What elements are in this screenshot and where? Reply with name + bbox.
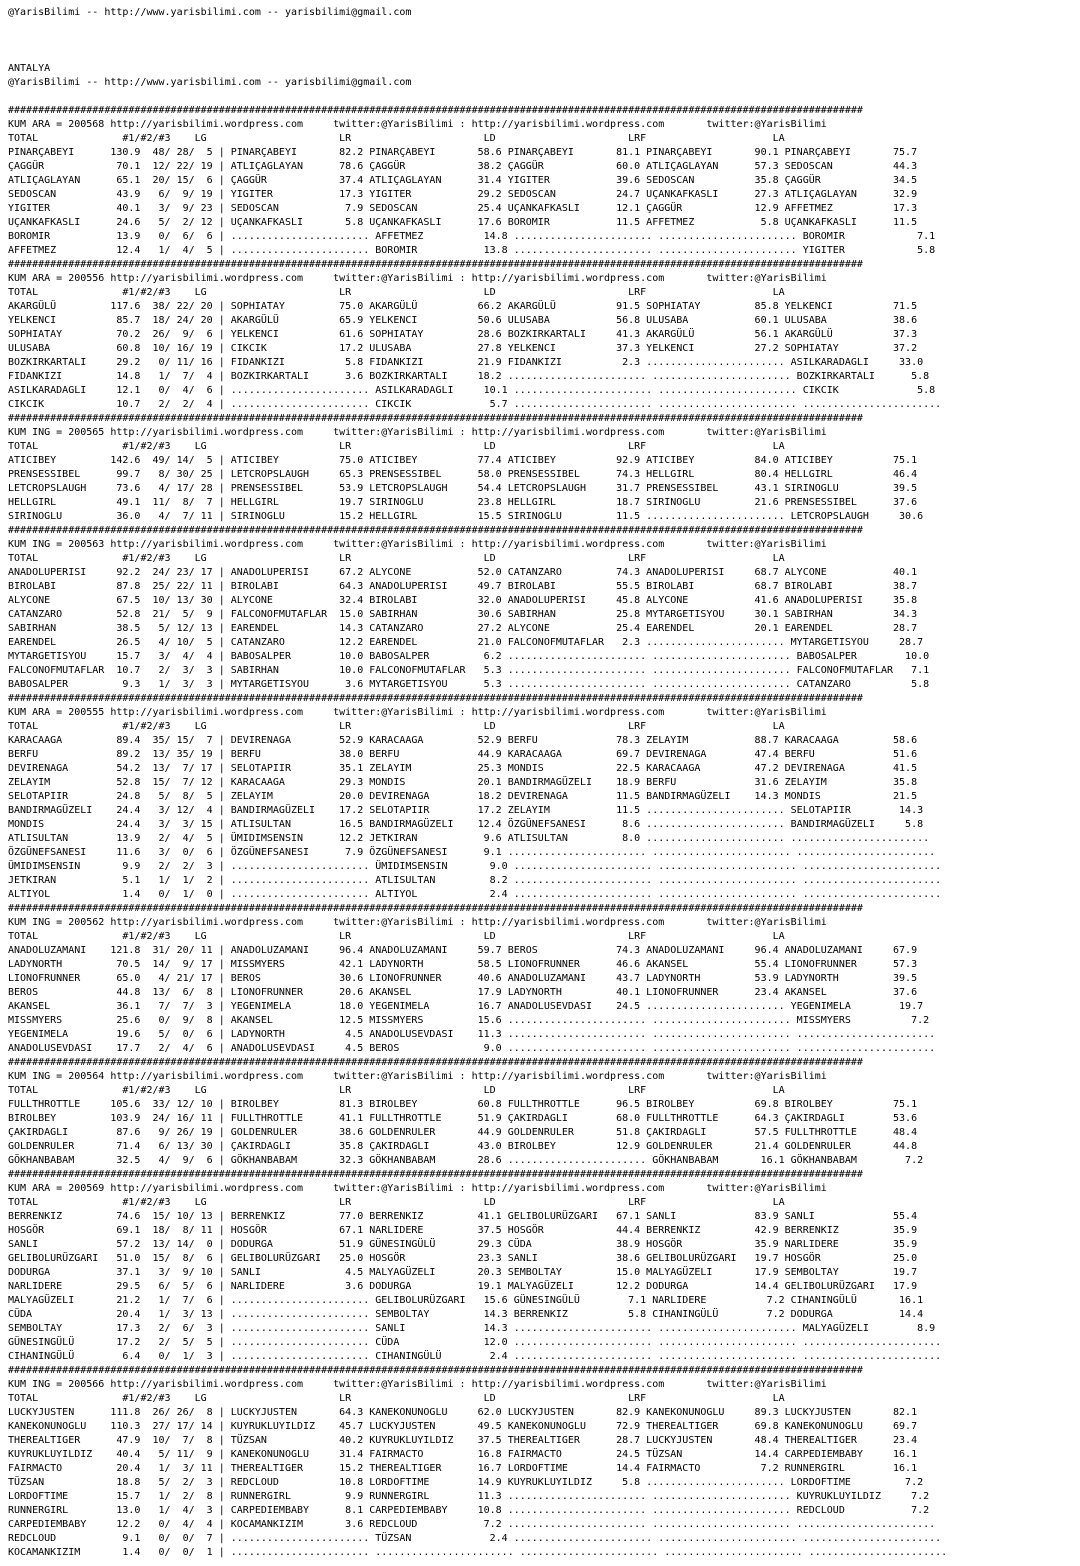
table-row: ASILKARADAGLI 12.1 0/ 4/ 6 | ....................... ASILKARADAGLI 10.1 ....................... ....................... CIKCIK 5.8 [8,385,936,396]
table-row: CIKCIK 10.7 2/ 2/ 4 | ....................... CIKCIK 5.7 ....................... ....................... ....................... [8,399,942,410]
table-row: SOPHIATAY 70.2 26/ 9/ 6 | YELKENCI 61.6 SOPHIATAY 28.6 BOZKIRKARTALI 41.3 AKARGÜLÜ 56.1 AKARGÜLÜ 37.3 [8,329,918,340]
table-row: CÜDA 20.4 1/ 3/ 13 | ....................... SEMBOLTAY 14.3 BERRENKIZ 5.8 CIHANINGÜLÜ 7.2 DODURGA 14.4 [8,1309,924,1320]
table-row: SELOTAPIIR 24.8 5/ 8/ 5 | ZELAYIM 20.0 DEVIRENAGA 18.2 DEVIRENAGA 11.5 BANDIRMAGÜZELI 14.3 MONDIS 21.5 [8,791,918,802]
table-row: KARACAAGA 89.4 35/ 15/ 7 | DEVIRENAGA 52.9 KARACAAGA 52.9 BERFU 78.3 ZELAYIM 88.7 KARACAAGA 58.6 [8,735,918,746]
table-row: SIRINOGLU 36.0 4/ 7/ 11 | SIRINOGLU 15.2 HELLGIRL 15.5 SIRINOGLU 11.5 ....................... LETCROPSLAUGH 30.6 [8,511,924,522]
separator-line: ############################################################################################################################################## [8,525,863,536]
race-block [8,902,1080,1056]
table-row: BERRENKIZ 74.6 15/ 10/ 13 | BERRENKIZ 77.0 BERRENKIZ 41.1 GELIBOLURÜZGARI 67.1 SANLI 83.9 SANLI 55.4 [8,1211,918,1222]
table-row: AKARGÜLÜ 117.6 38/ 22/ 20 | SOPHIATAY 75.0 AKARGÜLÜ 66.2 AKARGÜLÜ 91.5 SOPHIATAY 85.8 YELKENCI 71.5 [8,301,918,312]
table-row: PRENSESSIBEL 99.7 8/ 30/ 25 | LETCROPSLAUGH 65.3 PRENSESSIBEL 58.0 PRENSESSIBEL 74.3 HELLGIRL 80.4 HELLGIRL 46.4 [8,469,918,480]
table-row: REDCLOUD 9.1 0/ 0/ 7 | ....................... TÜZSAN 2.4 ....................... ....................... ....................... [8,1533,942,1544]
race-block [8,1168,1080,1364]
race-title: KUM ING = 200562 http://yarisbilimi.wordpress.com twitter:@YarisBilimi : http://yarisbilimi.wordpress.com twitter:@YarisBilimi [8,917,827,928]
table-row: ALTIYOL 1.4 0/ 1/ 0 | ....................... ALTIYOL 2.4 ....................... ....................... ....................... [8,889,942,900]
table-row: BERFU 89.2 13/ 35/ 19 | BERFU 38.0 BERFU 44.9 KARACAAGA 69.7 DEVIRENAGA 47.4 BERFU 51.6 [8,749,918,760]
separator-line: ############################################################################################################################################## [8,1057,863,1068]
column-headers: TOTAL #1/#2/#3 LG LR LD LRF LA [8,1085,785,1096]
column-headers: TOTAL #1/#2/#3 LG LR LD LRF LA [8,441,785,452]
table-row: BIROLABI 87.8 25/ 22/ 11 | BIROLABI 64.3 ANADOLUPERISI 49.7 BIROLABI 55.5 BIROLABI 68.7 BIROLABI 38.7 [8,581,918,592]
blank-line [8,90,1080,104]
document [8,6,1080,1560]
table-row: FAIRMACTO 20.4 1/ 3/ 11 | THEREALTIGER 15.2 THEREALTIGER 16.7 LORDOFTIME 14.4 FAIRMACTO 7.2 RUNNERGIRL 16.1 [8,1463,918,1474]
table-row: ULUSABA 60.8 10/ 16/ 19 | CIKCIK 17.2 ULUSABA 27.8 YELKENCI 37.3 YELKENCI 27.2 SOPHIATAY 37.2 [8,343,918,354]
table-row: YELKENCI 85.7 18/ 24/ 20 | AKARGÜLÜ 65.9 YELKENCI 50.6 ULUSABA 56.8 ULUSABA 60.1 ULUSABA 38.6 [8,315,918,326]
separator-line: ############################################################################################################################################## [8,1365,863,1376]
table-row: ALYCONE 67.5 10/ 13/ 30 | ALYCONE 32.4 BIROLABI 32.0 ANADOLUPERISI 45.8 ALYCONE 41.6 ANADOLUPERISI 35.8 [8,595,918,606]
table-row: CARPEDIEMBABY 12.2 0/ 4/ 4 | KOCAMANKIZIM 3.6 REDCLOUD 7.2 ....................... ....................... ....................... [8,1519,936,1530]
table-row: SABIRHAN 38.5 5/ 12/ 13 | EARENDEL 14.3 CATANZARO 27.2 ALYCONE 25.4 EARENDEL 20.1 EARENDEL 28.7 [8,623,918,634]
table-row: GOLDENRULER 71.4 6/ 13/ 30 | ÇAKIRDAGLI 35.8 ÇAKIRDAGLI 43.0 BIROLBEY 12.9 GOLDENRULER 21.4 GOLDENRULER 44.8 [8,1141,918,1152]
table-row: MISSMYERS 25.6 0/ 9/ 8 | AKANSEL 12.5 MISSMYERS 15.6 ....................... ....................... MISSMYERS 7.2 [8,1015,930,1026]
table-row: ÜMIDIMSENSIN 9.9 2/ 2/ 3 | ....................... ÜMIDIMSENSIN 9.0 ....................... ....................... ....................... [8,861,942,872]
table-row: JETKIRAN 5.1 1/ 1/ 2 | ....................... ATLISULTAN 8.2 ....................... ....................... ....................... [8,875,942,886]
race-title: KUM ING = 200563 http://yarisbilimi.wordpress.com twitter:@YarisBilimi : http://yarisbilimi.wordpress.com twitter:@YarisBilimi [8,539,827,550]
table-row: KUYRUKLUYILDIZ 40.4 5/ 11/ 9 | KANEKONUNOGLU 31.4 FAIRMACTO 16.8 FAIRMACTO 24.5 TÜZSAN 14.4 CARPEDIEMBABY 16.1 [8,1449,918,1460]
table-row: SANLI 57.2 13/ 14/ 0 | DODURGA 51.9 GÜNESINGÜLÜ 29.3 CÜDA 38.9 HOSGÖR 35.9 NARLIDERE 35.9 [8,1239,918,1250]
table-row: ATLIÇAGLAYAN 65.1 20/ 15/ 6 | ÇAGGÜR 37.4 ATLIÇAGLAYAN 31.4 YIGITER 39.6 SEDOSCAN 35.8 ÇAGGÜR 34.5 [8,175,918,186]
table-row: GÖKHANBABAM 32.5 4/ 9/ 6 | GÖKHANBABAM 32.3 GÖKHANBABAM 28.6 ....................... GÖKHANBABAM 16.1 GÖKHANBABAM 7.2 [8,1155,924,1166]
blank-line [8,34,1080,48]
table-row: GÜNESINGÜLÜ 17.2 2/ 5/ 5 | ....................... CÜDA 12.0 ....................... ....................... ....................... [8,1337,942,1348]
race-block [8,524,1080,692]
blank-line [8,48,1080,62]
table-row: KANEKONUNOGLU 110.3 27/ 17/ 14 | KUYRUKLUYILDIZ 45.7 LUCKYJUSTEN 49.5 KANEKONUNOGLU 72.9 THEREALTIGER 69.8 KANEKONUNOGLU 69.7 [8,1421,918,1432]
race-block [8,412,1080,524]
table-row: YIGITER 40.1 3/ 9/ 23 | SEDOSCAN 7.9 SEDOSCAN 25.4 UÇANKAFKASLI 12.1 ÇAGGÜR 12.9 AFFETMEZ 17.3 [8,203,918,214]
table-row: DEVIRENAGA 54.2 13/ 7/ 17 | SELOTAPIIR 35.1 ZELAYIM 25.3 MONDIS 22.5 KARACAAGA 47.2 DEVIRENAGA 41.5 [8,763,918,774]
table-row: ÇAGGÜR 70.1 12/ 22/ 19 | ATLIÇAGLAYAN 78.6 ÇAGGÜR 38.2 ÇAGGÜR 60.0 ATLIÇAGLAYAN 57.3 SEDOSCAN 44.3 [8,161,918,172]
separator-line: ############################################################################################################################################## [8,105,863,116]
column-headers: TOTAL #1/#2/#3 LG LR LD LRF LA [8,133,785,144]
table-row: ZELAYIM 52.8 15/ 7/ 12 | KARACAAGA 29.3 MONDIS 20.1 BANDIRMAGÜZELI 18.9 BERFU 31.6 ZELAYIM 35.8 [8,777,918,788]
table-row: YEGENIMELA 19.6 5/ 0/ 6 | LADYNORTH 4.5 ANADOLUSEVDASI 11.3 ....................... ....................... ....................... [8,1029,936,1040]
table-row: ANADOLUPERISI 92.2 24/ 23/ 17 | ANADOLUPERISI 67.2 ALYCONE 52.0 CATANZARO 74.3 ANADOLUPERISI 68.7 ALYCONE 40.1 [8,567,918,578]
separator-line: ############################################################################################################################################## [8,259,863,270]
race-title: KUM ING = 200565 http://yarisbilimi.wordpress.com twitter:@YarisBilimi : http://yarisbilimi.wordpress.com twitter:@YarisBilimi [8,427,827,438]
table-row: MYTARGETISYOU 15.7 3/ 4/ 4 | BABOSALPER 10.0 BABOSALPER 6.2 ....................... ....................... BABOSALPER 10.0 [8,651,930,662]
table-row: BABOSALPER 9.3 1/ 3/ 3 | MYTARGETISYOU 3.6 MYTARGETISYOU 5.3 ....................... ....................... CATANZARO 5.8 [8,679,930,690]
table-row: RUNNERGIRL 13.0 1/ 4/ 3 | CARPEDIEMBABY 8.1 CARPEDIEMBABY 10.8 ....................... ....................... REDCLOUD 7.2 [8,1505,930,1516]
table-row: BOZKIRKARTALI 29.2 0/ 11/ 16 | FIDANKIZI 5.8 FIDANKIZI 21.9 FIDANKIZI 2.3 ....................... ASILKARADAGLI 33.0 [8,357,924,368]
column-headers: TOTAL #1/#2/#3 LG LR LD LRF LA [8,931,785,942]
race-block [8,692,1080,902]
column-headers: TOTAL #1/#2/#3 LG LR LD LRF LA [8,553,785,564]
table-row: BANDIRMAGÜZELI 24.4 3/ 12/ 4 | BANDIRMAGÜZELI 17.2 SELOTAPIIR 17.2 ZELAYIM 11.5 ....................... SELOTAPIIR 14.3 [8,805,924,816]
race-blocks [8,104,1080,1560]
table-row: LADYNORTH 70.5 14/ 9/ 17 | MISSMYERS 42.1 LADYNORTH 58.5 LIONOFRUNNER 46.6 AKANSEL 55.4 LIONOFRUNNER 57.3 [8,959,918,970]
table-row: TÜZSAN 18.8 5/ 2/ 3 | REDCLOUD 10.8 LORDOFTIME 14.9 KUYRUKLUYILDIZ 5.8 ....................... LORDOFTIME 7.2 [8,1477,924,1488]
header-line: @YarisBilimi -- http://www.yarisbilimi.com -- yarisbilimi@gmail.com [8,7,412,18]
table-row: HELLGIRL 49.1 11/ 8/ 7 | HELLGIRL 19.7 SIRINOGLU 23.8 HELLGIRL 18.7 SIRINOGLU 21.6 PRENSESSIBEL 37.6 [8,497,918,508]
column-headers: TOTAL #1/#2/#3 LG LR LD LRF LA [8,721,785,732]
table-row: DODURGA 37.1 3/ 9/ 10 | SANLI 4.5 MALYAGÜZELI 20.3 SEMBOLTAY 15.0 MALYAGÜZELI 17.9 SEMBOLTAY 19.7 [8,1267,918,1278]
race-title: KUM ARA = 200556 http://yarisbilimi.wordpress.com twitter:@YarisBilimi : http://yarisbilimi.wordpress.com twitter:@YarisBilimi [8,273,827,284]
race-block [8,258,1080,412]
table-row: KOCAMANKIZIM 1.4 0/ 0/ 1 | ....................... ....................... ....................... ....................... ....................... [8,1547,948,1558]
table-row: LIONOFRUNNER 65.0 4/ 21/ 17 | BEROS 30.6 LIONOFRUNNER 40.6 ANADOLUZAMANI 43.7 LADYNORTH 53.9 LADYNORTH 39.5 [8,973,918,984]
table-row: LETCROPSLAUGH 73.6 4/ 17/ 28 | PRENSESSIBEL 53.9 LETCROPSLAUGH 54.4 LETCROPSLAUGH 31.7 PRENSESSIBEL 43.1 SIRINOGLU 39.5 [8,483,918,494]
table-row: CIHANINGÜLÜ 6.4 0/ 1/ 3 | ....................... CIHANINGÜLÜ 2.4 ....................... ....................... ....................... [8,1351,942,1362]
race-title: KUM ARA = 200568 http://yarisbilimi.wordpress.com twitter:@YarisBilimi : http://yarisbilimi.wordpress.com twitter:@YarisBilimi [8,119,827,130]
table-row: LUCKYJUSTEN 111.8 26/ 26/ 8 | LUCKYJUSTEN 64.3 KANEKONUNOGLU 62.0 LUCKYJUSTEN 82.9 KANEKONUNOGLU 89.3 LUCKYJUSTEN 82.1 [8,1407,918,1418]
race-title: KUM ARA = 200569 http://yarisbilimi.wordpress.com twitter:@YarisBilimi : http://yarisbilimi.wordpress.com twitter:@YarisBilimi [8,1183,827,1194]
table-row: UÇANKAFKASLI 24.6 5/ 2/ 12 | UÇANKAFKASLI 5.8 UÇANKAFKASLI 17.6 BOROMIR 11.5 AFFETMEZ 5.8 UÇANKAFKASLI 11.5 [8,217,918,228]
table-row: ÇAKIRDAGLI 87.6 9/ 26/ 19 | GOLDENRULER 38.6 GOLDENRULER 44.9 GOLDENRULER 51.8 ÇAKIRDAGLI 57.5 FULLTHROTTLE 48.4 [8,1127,918,1138]
separator-line: ############################################################################################################################################## [8,693,863,704]
table-row: BEROS 44.8 13/ 6/ 8 | LIONOFRUNNER 20.6 AKANSEL 17.9 LADYNORTH 40.1 LIONOFRUNNER 23.4 AKANSEL 37.6 [8,987,918,998]
table-row: EARENDEL 26.5 4/ 10/ 5 | CATANZARO 12.2 EARENDEL 21.0 FALCONOFMUTAFLAR 2.3 ....................... MYTARGETISYOU 28.7 [8,637,924,648]
race-block [8,104,1080,258]
table-row: CATANZARO 52.8 21/ 5/ 9 | FALCONOFMUTAFLAR 15.0 SABIRHAN 30.6 SABIRHAN 25.8 MYTARGETISYOU 30.1 SABIRHAN 34.3 [8,609,918,620]
table-row: ANADOLUZAMANI 121.8 31/ 20/ 11 | ANADOLUZAMANI 96.4 ANADOLUZAMANI 59.7 BEROS 74.3 ANADOLUZAMANI 96.4 ANADOLUZAMANI 67.9 [8,945,918,956]
table-row: SEDOSCAN 43.9 6/ 9/ 19 | YIGITER 17.3 YIGITER 29.2 SEDOSCAN 24.7 UÇANKAFKASLI 27.3 ATLIÇAGLAYAN 32.9 [8,189,918,200]
table-row: ATLISULTAN 13.9 2/ 4/ 5 | ÜMIDIMSENSIN 12.2 JETKIRAN 9.6 ATLISULTAN 8.0 ....................... ....................... [8,833,930,844]
column-headers: TOTAL #1/#2/#3 LG LR LD LRF LA [8,287,785,298]
race-title: KUM ARA = 200555 http://yarisbilimi.wordpress.com twitter:@YarisBilimi : http://yarisbilimi.wordpress.com twitter:@YarisBilimi [8,707,827,718]
table-row: MONDIS 24.4 3/ 3/ 15 | ATLISULTAN 16.5 BANDIRMAGÜZELI 12.4 ÖZGÜNEFSANESI 8.6 ....................... BANDIRMAGÜZELI 5.8 [8,819,924,830]
table-row: FULLTHROTTLE 105.6 33/ 12/ 10 | BIROLBEY 81.3 BIROLBEY 60.8 FULLTHROTTLE 96.5 BIROLBEY 69.8 BIROLBEY 75.1 [8,1099,918,1110]
column-headers: TOTAL #1/#2/#3 LG LR LD LRF LA [8,1393,785,1404]
table-row: BOROMIR 13.9 0/ 6/ 6 | ....................... AFFETMEZ 14.8 ....................... ....................... BOROMIR 7.1 [8,231,936,242]
blank-line [8,20,1080,34]
table-row: FALCONOFMUTAFLAR 10.7 2/ 3/ 3 | SABIRHAN 10.0 FALCONOFMUTAFLAR 5.3 ....................... ....................... FALCONOFMUTAFLAR 7.1 [8,665,930,676]
race-block [8,1056,1080,1168]
table-row: AFFETMEZ 12.4 1/ 4/ 5 | ....................... BOROMIR 13.8 ....................... ....................... YIGITER 5.8 [8,245,936,256]
table-row: ANADOLUSEVDASI 17.7 2/ 4/ 6 | ANADOLUSEVDASI 4.5 BEROS 9.0 ....................... ....................... ....................... [8,1043,936,1054]
table-row: AKANSEL 36.1 7/ 7/ 3 | YEGENIMELA 18.0 YEGENIMELA 16.7 ANADOLUSEVDASI 24.5 ....................... YEGENIMELA 19.7 [8,1001,924,1012]
race-title: KUM ING = 200566 http://yarisbilimi.wordpress.com twitter:@YarisBilimi : http://yarisbilimi.wordpress.com twitter:@YarisBilimi [8,1379,827,1390]
table-row: MALYAGÜZELI 21.2 1/ 7/ 6 | ....................... GELIBOLURÜZGARI 15.6 GÜNESINGÜLÜ 7.1 NARLIDERE 7.2 CIHANINGÜLÜ 16.1 [8,1295,924,1306]
table-row: LORDOFTIME 15.7 1/ 2/ 8 | RUNNERGIRL 9.9 RUNNERGIRL 11.3 ....................... ....................... KUYRUKLUYILDIZ 7.2 [8,1491,930,1502]
table-row: PINARÇABEYI 130.9 48/ 28/ 5 | PINARÇABEYI 82.2 PINARÇABEYI 58.6 PINARÇABEYI 81.1 PINARÇABEYI 90.1 PINARÇABEYI 75.7 [8,147,918,158]
table-row: ATICIBEY 142.6 49/ 14/ 5 | ATICIBEY 75.0 ATICIBEY 77.4 ATICIBEY 92.9 ATICIBEY 84.0 ATICIBEY 75.1 [8,455,918,466]
separator-line: ############################################################################################################################################## [8,903,863,914]
separator-line: ############################################################################################################################################## [8,1169,863,1180]
table-row: THEREALTIGER 47.9 10/ 7/ 8 | TÜZSAN 40.2 KUYRUKLUYILDIZ 37.5 THEREALTIGER 28.7 LUCKYJUSTEN 48.4 THEREALTIGER 23.4 [8,1435,918,1446]
separator-line: ############################################################################################################################################## [8,413,863,424]
table-row: FIDANKIZI 14.8 1/ 7/ 4 | BOZKIRKARTALI 3.6 BOZKIRKARTALI 18.2 ....................... ....................... BOZKIRKARTALI 5.8 [8,371,930,382]
table-row: SEMBOLTAY 17.3 2/ 6/ 3 | ....................... SANLI 14.3 ....................... ....................... MALYAGÜZELI 8.9 [8,1323,936,1334]
table-row: HOSGÖR 69.1 18/ 8/ 11 | HOSGÖR 67.1 NARLIDERE 37.5 HOSGÖR 44.4 BERRENKIZ 42.9 BERRENKIZ 35.9 [8,1225,918,1236]
race-title: KUM ING = 200564 http://yarisbilimi.wordpress.com twitter:@YarisBilimi : http://yarisbilimi.wordpress.com twitter:@YarisBilimi [8,1071,827,1082]
table-row: NARLIDERE 29.5 6/ 5/ 6 | NARLIDERE 3.6 DODURGA 19.1 MALYAGÜZELI 12.2 DODURGA 14.4 GELIBOLURÜZGARI 17.9 [8,1281,918,1292]
race-block [8,1364,1080,1560]
table-row: BIROLBEY 103.9 24/ 16/ 11 | FULLTHROTTLE 41.1 FULLTHROTTLE 51.9 ÇAKIRDAGLI 68.0 FULLTHROTTLE 64.3 ÇAKIRDAGLI 53.6 [8,1113,918,1124]
column-headers: TOTAL #1/#2/#3 LG LR LD LRF LA [8,1197,785,1208]
city-name: ANTALYA [8,63,51,74]
city-header-line: @YarisBilimi -- http://www.yarisbilimi.com -- yarisbilimi@gmail.com [8,77,412,88]
table-row: GELIBOLURÜZGARI 51.0 15/ 8/ 6 | GELIBOLURÜZGARI 25.0 HOSGÖR 23.3 SANLI 38.6 GELIBOLURÜZGARI 19.7 HOSGÖR 25.0 [8,1253,918,1264]
table-row: ÖZGÜNEFSANESI 11.6 3/ 0/ 6 | ÖZGÜNEFSANESI 7.9 ÖZGÜNEFSANESI 9.1 ....................... ....................... ....................... [8,847,936,858]
